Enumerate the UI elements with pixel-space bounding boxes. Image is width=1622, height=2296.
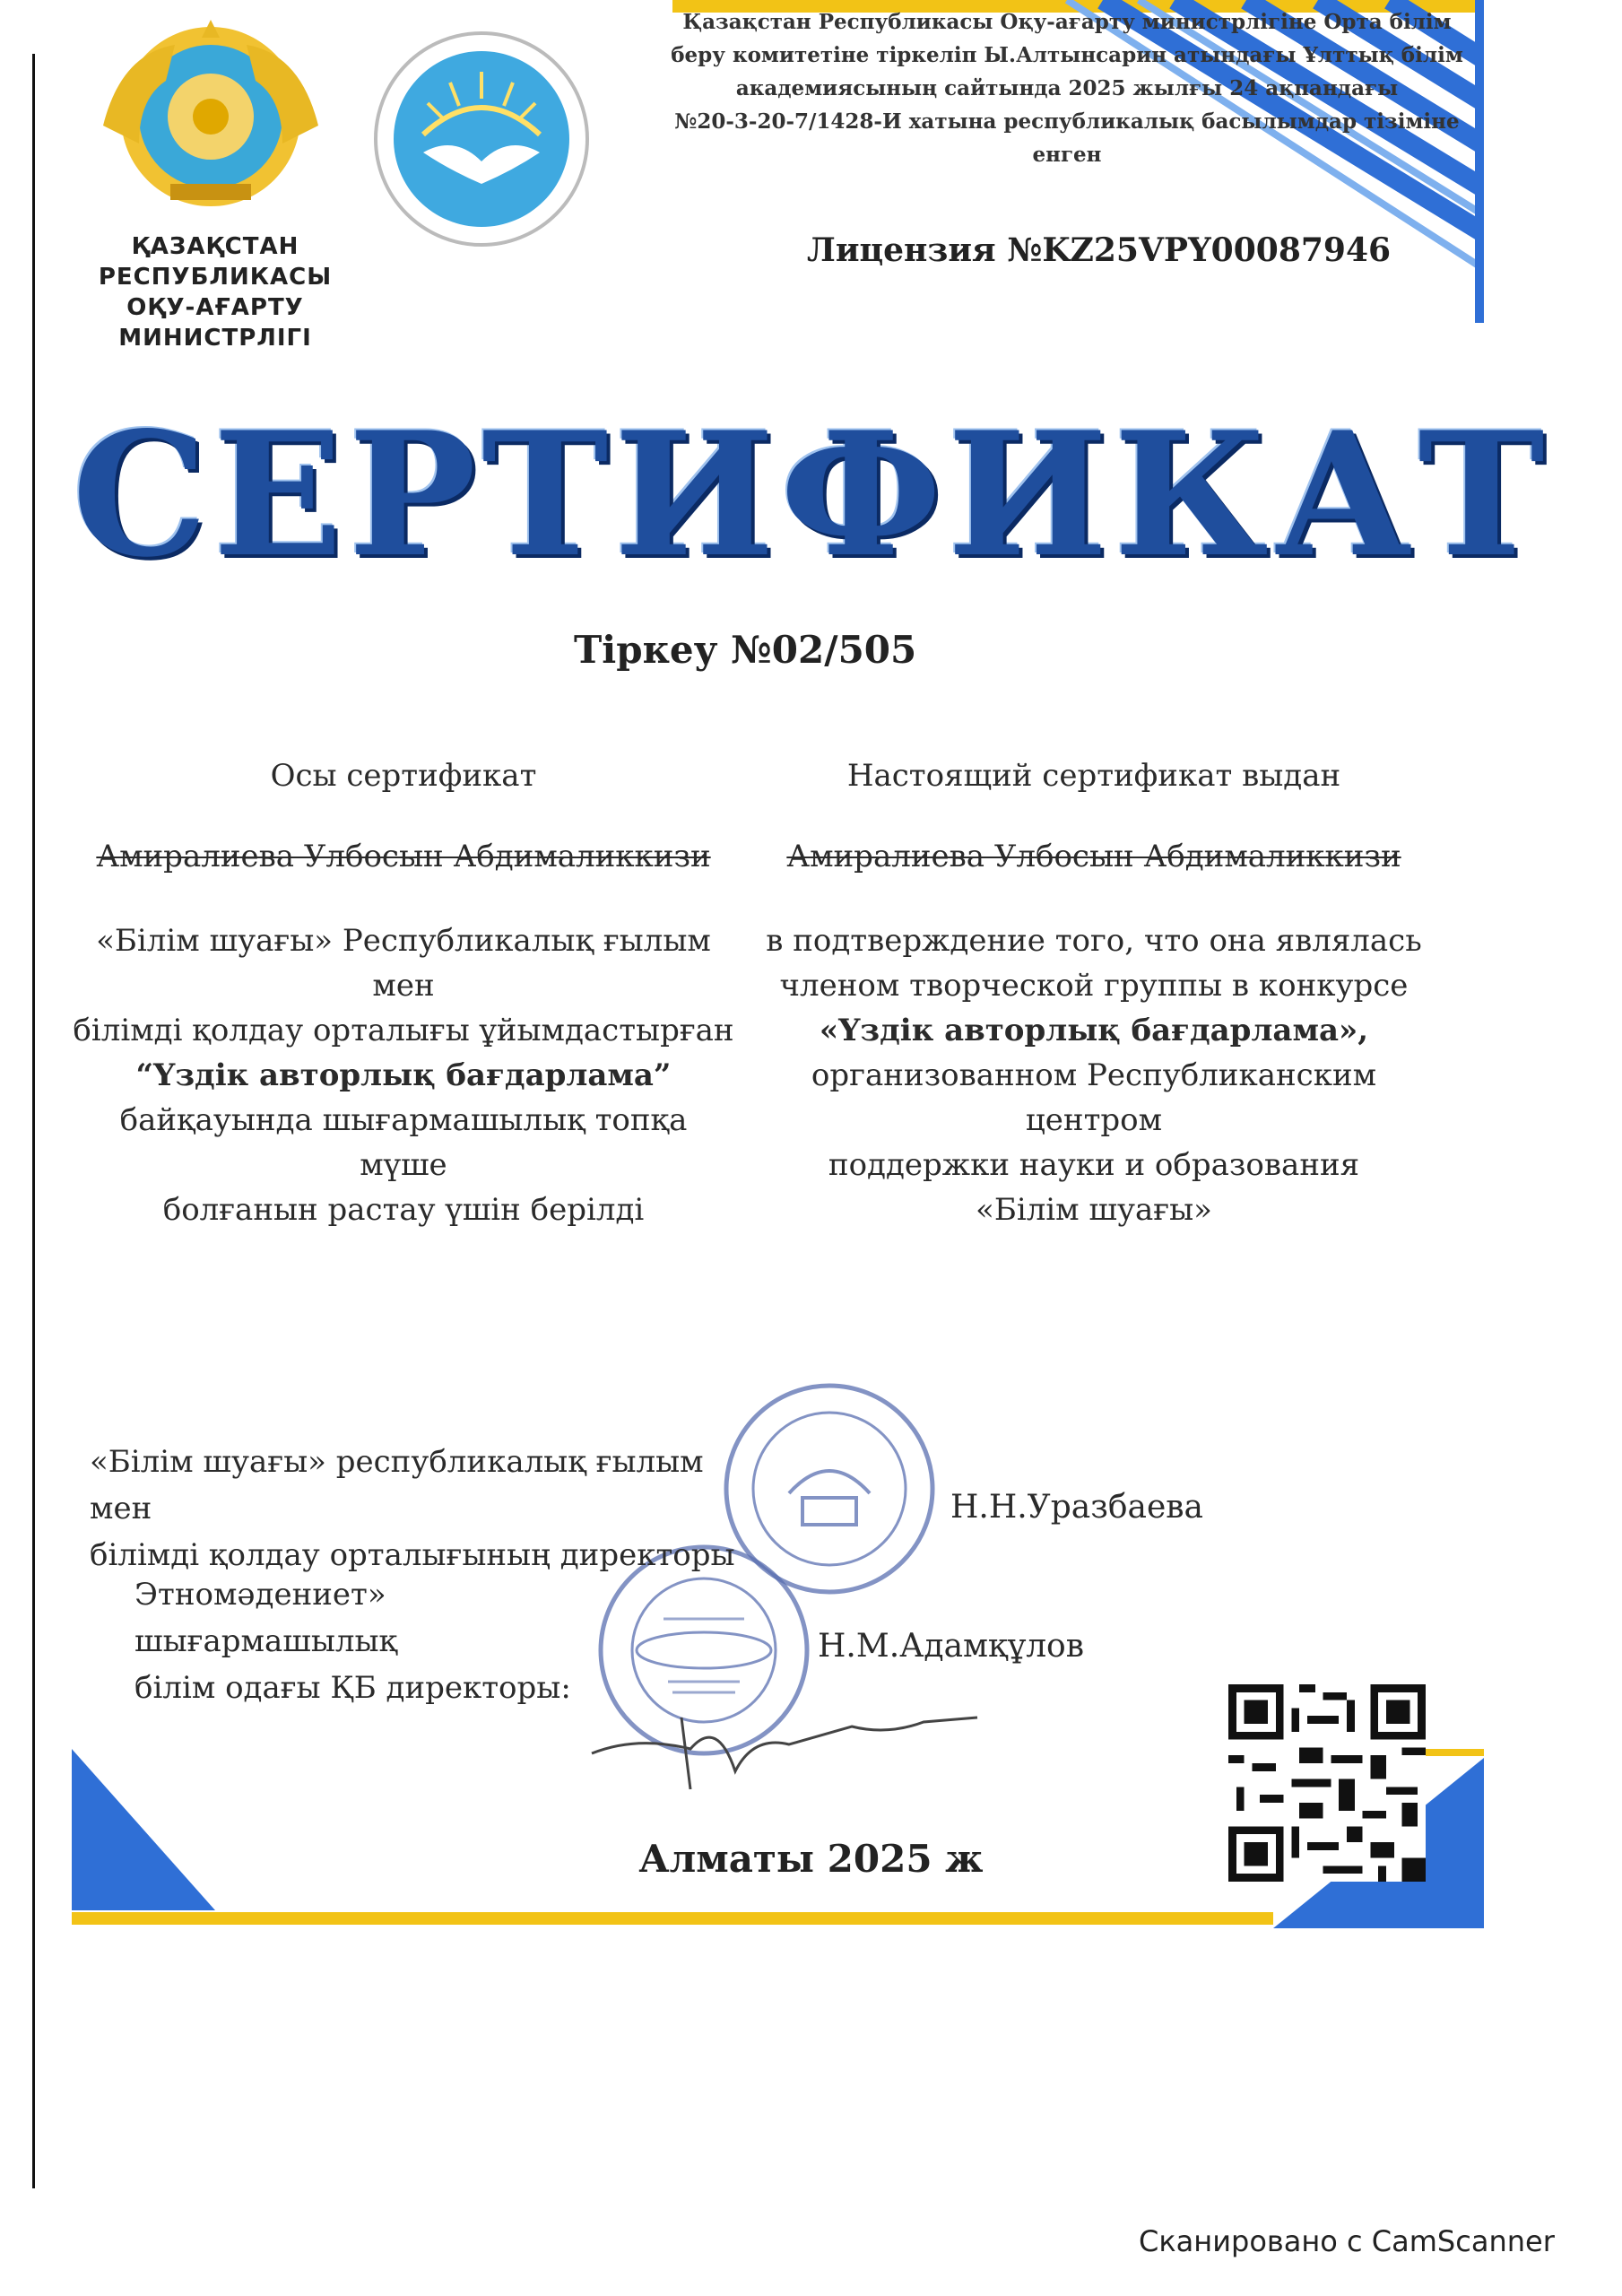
kazakh-body-line: «Білім шуағы» Республикалық ғылым мен <box>96 923 711 1004</box>
russian-recipient-name: Амиралиева Улбосын Абдималиккизи <box>786 839 1401 874</box>
license-number: Лицензия №KZ25VPY00087946 <box>807 231 1392 269</box>
second-signatory-line: білім одағы ҚБ директоры: <box>134 1670 571 1706</box>
first-signatory-line: «Білім шуағы» республикалық ғылым мен <box>90 1444 704 1526</box>
russian-program-name: «Үздік авторлық бағдарлама», <box>819 1013 1369 1048</box>
first-signatory-title <box>90 1439 735 1578</box>
kazakh-recipient-name: Амиралиева Улбосын Абдималиккизи <box>96 839 711 874</box>
kazakh-body-line: байқауында шығармашылық топқа мүше <box>119 1102 688 1183</box>
first-signatory-line: білімді қолдау орталығының директоры <box>90 1537 735 1573</box>
ministry-name <box>54 231 377 353</box>
approval-line: Қазақстан Республикасы Оқу-ағарту министрлігіне Орта білім <box>682 10 1452 34</box>
russian-column <box>762 753 1426 1232</box>
kazakhstan-emblem-icon <box>85 18 336 215</box>
kazakh-body-line: болғанын растау үшін берілді <box>162 1192 645 1228</box>
kazakh-body-line: білімді қолдау орталығы ұйымдастырған <box>73 1013 734 1048</box>
kazakh-program-name: “Үздік авторлық бағдарлама” <box>135 1057 672 1093</box>
russian-intro: Настоящий сертификат выдан <box>846 758 1341 794</box>
city-year: Алматы 2025 ж <box>638 1837 984 1881</box>
ministry-name-line-1: ҚАЗАҚСТАН РЕСПУБЛИКАСЫ <box>98 233 333 291</box>
russian-body-line: поддержки науки и образования <box>828 1147 1360 1183</box>
scanner-watermark: Сканировано с CamScanner <box>1139 2224 1555 2258</box>
certificate-title: СЕРТИФИКАТ <box>72 395 1550 595</box>
kazakh-column <box>72 753 735 1232</box>
russian-body-line: членом творческой группы в конкурсе <box>779 968 1409 1004</box>
first-signatory-name: Н.Н.Уразбаева <box>950 1489 1204 1526</box>
approval-line: беру комитетіне тіркеліп Ы.Алтынсарин атындағы Ұлттық білім <box>671 43 1463 67</box>
second-signatory-title <box>134 1571 619 1711</box>
approval-note <box>664 5 1470 171</box>
russian-body-line: «Білім шуағы» <box>976 1192 1212 1228</box>
second-signatory-name: Н.М.Адамқұлов <box>818 1628 1084 1665</box>
ministry-name-line-2: ОҚУ-АҒАРТУ МИНИСТРЛІГІ <box>118 294 312 352</box>
approval-line: енген <box>1032 143 1102 167</box>
approval-line: №20-3-20-7/1428-И хатына республикалық басылымдар тізіміне <box>674 109 1460 134</box>
eagle-logo-icon <box>369 27 594 251</box>
approval-line: академиясының сайтында 2025 жылғы 24 ақпандағы <box>735 76 1399 100</box>
kazakh-intro: Осы сертификат <box>270 758 537 794</box>
russian-body-line: организованном Республиканским центром <box>811 1057 1377 1138</box>
russian-body-line: в подтверждение того, что она являлась <box>766 923 1422 959</box>
second-signatory-line: Этномәдениет» шығармашылық <box>134 1577 398 1659</box>
registration-number: Тіркеу №02/505 <box>574 628 917 672</box>
